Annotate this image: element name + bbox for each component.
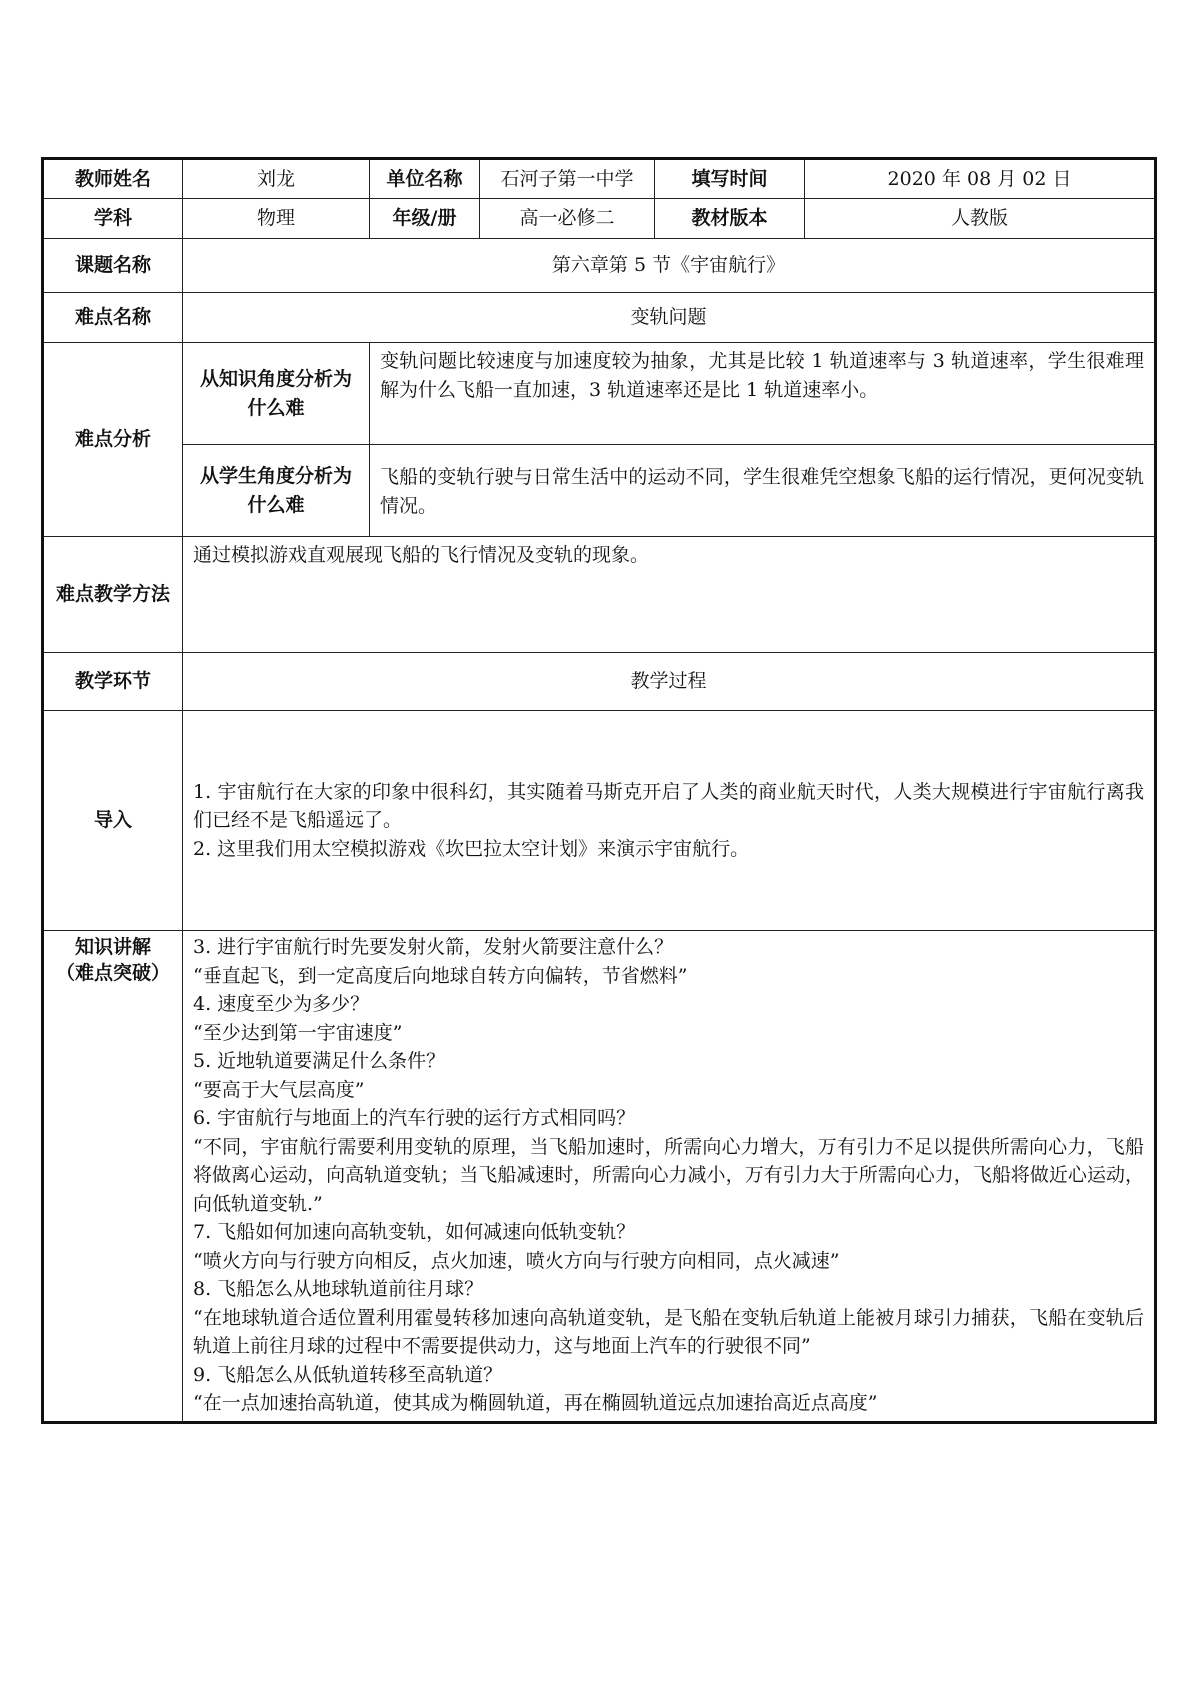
topic-row — [43, 239, 1156, 293]
knowledge-content — [183, 931, 1156, 1423]
knowledge-line: “不同，宇宙航行需要利用变轨的原理，当飞船加速时，所需向心力增大，万有引力不足以提供所需向心力，飞船将做离心运动，向高轨道变轨；当飞船减速时，所需向心力减小，万有引力大于所需向心力，飞船将做近心运动，向低轨道变轨.” — [193, 1135, 1144, 1215]
knowledge-label — [43, 931, 183, 1423]
difficulty-value: 变轨问题 — [183, 293, 1156, 343]
process-section-label: 教学环节 — [43, 653, 183, 711]
subject-value: 物理 — [183, 199, 370, 239]
knowledge-line: 7. 飞船如何加速向高轨变轨，如何减速向低轨变轨？ — [193, 1221, 636, 1243]
difficulty-row — [43, 293, 1156, 343]
knowledge-line: 6. 宇宙航行与地面上的汽车行驶的运行方式相同吗？ — [193, 1107, 636, 1129]
knowledge-label-line-1: 知识讲解 — [74, 936, 151, 958]
knowledge-line: “在一点加速抬高轨道，使其成为椭圆轨道，再在椭圆轨道远点加速抬高近点高度” — [193, 1392, 878, 1414]
subject-label: 学科 — [43, 199, 183, 239]
header-row-1 — [43, 159, 1156, 199]
knowledge-row — [43, 931, 1156, 1423]
topic-value: 第六章第 5 节《宇宙航行》 — [183, 239, 1156, 293]
teacher-name-label: 教师姓名 — [43, 159, 183, 199]
difficulty-label: 难点名称 — [43, 293, 183, 343]
fill-time-label: 填写时间 — [655, 159, 805, 199]
student-angle-text: 飞船的变轨行驶与日常生活中的运动不同，学生很难凭空想象飞船的运行情况，更何况变轨情况。 — [370, 445, 1156, 537]
unit-name-label: 单位名称 — [370, 159, 480, 199]
intro-line: 1. 宇宙航行在大家的印象中很科幻，其实随着马斯克开启了人类的商业航天时代，人类大规模进行宇宙航行离我们已经不是飞船遥远了。 — [193, 780, 1144, 832]
knowledge-line: 8. 飞船怎么从地球轨道前往月球？ — [193, 1278, 484, 1300]
knowledge-line: “在地球轨道合适位置利用霍曼转移加速向高轨道变轨，是飞船在变轨后轨道上能被月球引力捕获，飞船在变轨后轨道上前往月球的过程中不需要提供动力，这与地面上汽车的行驶很不同” — [193, 1306, 1144, 1357]
knowledge-line: 9. 飞船怎么从低轨道转移至高轨道？ — [193, 1363, 503, 1386]
analysis-label: 难点分析 — [43, 343, 183, 537]
knowledge-angle-text: 变轨问题比较速度与加速度较为抽象，尤其是比较 1 轨道速率与 3 轨道速率，学生很难理解为什么飞船一直加速，3 轨道速率还是比 1 轨道速率小。 — [370, 343, 1156, 445]
grade-value: 高一必修二 — [480, 199, 655, 239]
knowledge-angle-label: 从知识角度分析为什么难 — [183, 343, 370, 445]
process-header-row — [43, 653, 1156, 711]
teacher-name-value: 刘龙 — [183, 159, 370, 199]
knowledge-label-line-2: （难点突破） — [55, 961, 170, 984]
method-label: 难点教学方法 — [43, 537, 183, 653]
knowledge-line: “至少达到第一宇宙速度” — [193, 1021, 403, 1044]
process-section-value: 教学过程 — [183, 653, 1156, 711]
method-row — [43, 537, 1156, 653]
lesson-plan-table — [41, 157, 1157, 1424]
header-row-2 — [43, 199, 1156, 239]
intro-content — [183, 711, 1156, 931]
analysis-student-row — [43, 445, 1156, 537]
knowledge-line: “喷火方向与行驶方向相反，点火加速，喷火方向与行驶方向相同，点火减速” — [193, 1249, 840, 1272]
intro-line: 2. 这里我们用太空模拟游戏《坎巴拉太空计划》来演示宇宙航行。 — [193, 837, 750, 860]
unit-name-value: 石河子第一中学 — [480, 159, 655, 199]
grade-label: 年级/册 — [370, 199, 480, 239]
method-text: 通过模拟游戏直观展现飞船的飞行情况及变轨的现象。 — [183, 537, 1156, 653]
knowledge-line: 5. 近地轨道要满足什么条件？ — [193, 1050, 446, 1072]
student-angle-label: 从学生角度分析为什么难 — [183, 445, 370, 537]
knowledge-line: “垂直起飞，到一定高度后向地球自转方向偏转，节省燃料” — [193, 964, 688, 987]
analysis-knowledge-row — [43, 343, 1156, 445]
topic-label: 课题名称 — [43, 239, 183, 293]
textbook-value: 人教版 — [805, 199, 1156, 239]
knowledge-line: 4. 速度至少为多少？ — [193, 993, 370, 1015]
intro-label: 导入 — [43, 711, 183, 931]
intro-row — [43, 711, 1156, 931]
knowledge-line: 3. 进行宇宙航行时先要发射火箭，发射火箭要注意什么？ — [193, 936, 674, 958]
textbook-label: 教材版本 — [655, 199, 805, 239]
knowledge-line: “要高于大气层高度” — [193, 1078, 365, 1101]
fill-time-value: 2020 年 08 月 02 日 — [805, 159, 1156, 199]
